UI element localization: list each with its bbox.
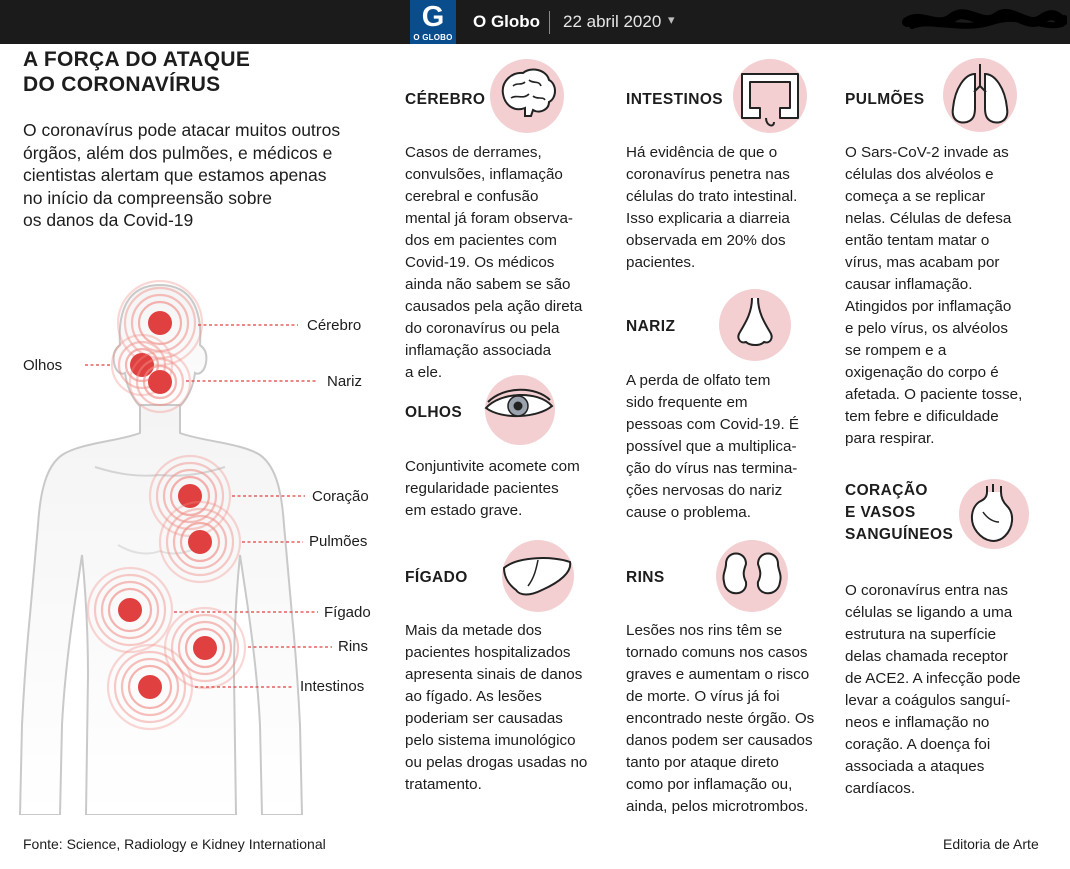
body-line: de ACE2. A infecção pode (845, 670, 1021, 687)
section-title: FÍGADO (405, 569, 468, 586)
body-line: para respirar. (845, 430, 935, 447)
body-line: causados pela ação direta (405, 298, 583, 315)
title-line: A FORÇA DO ATAQUE (23, 48, 251, 71)
body-line: observada em 20% dos (626, 232, 786, 249)
body-line: Covid-19. Os médicos (405, 254, 555, 271)
section-title: CÉREBRO (405, 91, 486, 108)
body-line: convulsões, inflamação (405, 166, 563, 183)
body-line: tornado comuns nos casos (626, 644, 808, 661)
body-line: danos podem ser causados (626, 732, 813, 749)
section-body (626, 370, 826, 524)
section-body (626, 620, 826, 818)
body-line: tratamento. (405, 776, 482, 793)
section-figado (405, 538, 615, 808)
body-line: associada a ataques (845, 758, 985, 775)
o-globo-logo[interactable] (410, 0, 456, 44)
publication-date[interactable]: 22 abril 2020 (563, 12, 662, 31)
body-line: Conjuntivite acomete com (405, 458, 580, 475)
body-line: ou pelas drogas usadas no (405, 754, 588, 771)
section-nariz (626, 286, 836, 526)
section-title: CORAÇÃO E VASOS SANGUÍNEOS (845, 482, 954, 543)
body-line: levar a coágulos sanguí- (845, 692, 1011, 709)
intro-text (23, 119, 368, 232)
body-line: ao fígado. As lesões (405, 688, 542, 705)
body-line: vírus, mas acabam por (845, 254, 1000, 271)
section-body (845, 580, 1060, 800)
infection-dot (148, 370, 172, 394)
logo-letter: G (421, 1, 445, 33)
label-figado: Fígado (324, 604, 371, 621)
infection-dot (118, 598, 142, 622)
body-line: se rompem e a (845, 342, 947, 359)
body-line: ção do vírus nas termina- (626, 460, 798, 477)
section-intestinos (626, 56, 836, 276)
source-credit: Fonte: Science, Radiology e Kidney International (23, 836, 326, 852)
top-bar (0, 0, 1070, 44)
intro-line: cientistas alertam que estamos apenas (23, 165, 327, 185)
body-line: poderiam ser causadas (405, 710, 563, 727)
body-line: como por inflamação ou, (626, 776, 793, 793)
section-title: INTESTINOS (626, 91, 724, 108)
liver-icon (498, 538, 578, 614)
intro-line: órgãos, além dos pulmões, e médicos e (23, 142, 333, 163)
body-line: Casos de derrames, (405, 144, 542, 161)
body-line: pacientes. (626, 254, 696, 271)
body-line: coronavírus penetra nas (626, 166, 790, 183)
body-line: pacientes hospitalizados (405, 644, 571, 661)
body-line: coração. A doença foi (845, 736, 991, 753)
body-line: oxigenação do corpo é (845, 364, 999, 381)
body-line: A perda de olfato tem (626, 372, 771, 389)
label-nariz: Nariz (327, 373, 363, 390)
label-cerebro: Cérebro (307, 317, 362, 334)
body-line: sido frequente em (626, 394, 748, 411)
body-line: O coronavírus entra nas (845, 582, 1008, 599)
section-coracao (845, 478, 1060, 808)
section-cerebro (405, 56, 615, 386)
label-rins: Rins (338, 638, 369, 655)
body-line: mental já foram observa- (405, 210, 573, 227)
kidneys-icon (712, 538, 792, 614)
body-line: células se ligando a uma (845, 604, 1013, 621)
section-body (405, 456, 605, 522)
brain-icon (487, 56, 567, 136)
section-title: OLHOS (405, 404, 463, 421)
body-line: O Sars-CoV-2 invade as (845, 144, 1009, 161)
label-coracao: Coração (312, 488, 369, 505)
body-line: células do trato intestinal. (626, 188, 798, 205)
art-credit: Editoria de Arte (943, 836, 1039, 852)
section-body (405, 142, 605, 384)
title-line: DO CORONAVÍRUS (23, 73, 221, 96)
ring-cerebro (118, 281, 298, 365)
body-line: do coronavírus ou pela (405, 320, 560, 337)
section-body (845, 142, 1060, 450)
body-line: inflamação associada (405, 342, 552, 359)
infection-dot (138, 675, 162, 699)
body-line: dos em pacientes com (405, 232, 557, 249)
body-line: ções nervosas do nariz (626, 482, 783, 499)
section-rins (626, 538, 836, 818)
body-line: neos e inflamação no (845, 714, 990, 731)
body-line: Atingidos por inflamação (845, 298, 1012, 315)
section-title: NARIZ (626, 318, 676, 335)
body-line: Há evidência de que o (626, 144, 778, 161)
body-line: Lesões nos rins têm se (626, 622, 783, 639)
section-olhos (405, 372, 615, 532)
body-line: pessoas com Covid-19. É (626, 416, 800, 433)
body-line: encontrado neste órgão. Os (626, 710, 815, 727)
body-line: cardíacos. (845, 780, 916, 797)
infection-dot (188, 530, 212, 554)
intro-line: no início da compreensão sobre (23, 187, 273, 208)
label-intestinos: Intestinos (300, 678, 365, 695)
body-line: possível que a multiplica- (626, 438, 797, 455)
intro-line: O coronavírus pode atacar muitos outros (23, 120, 341, 140)
body-line: ainda não sabem se são (405, 276, 571, 293)
lungs-icon (941, 56, 1019, 134)
infection-dot (148, 311, 172, 335)
body-line: de morte. O vírus já foi (626, 688, 780, 705)
body-line: e pelo vírus, os alvéolos (845, 320, 1008, 337)
section-body (626, 142, 826, 274)
logo-subtitle: O GLOBO (413, 33, 453, 42)
body-line: Isso explicaria a diarreia (626, 210, 790, 227)
body-line: Mais da metade dos (405, 622, 542, 639)
eye-icon (480, 372, 560, 446)
section-title: PULMÕES (845, 91, 925, 108)
ring-pulmoes (160, 502, 303, 582)
body-line: delas chamada receptor (845, 648, 1008, 665)
body-line: regularidade pacientes (405, 480, 559, 497)
body-line: causar inflamação. (845, 276, 973, 293)
label-pulmoes: Pulmões (309, 533, 368, 550)
body-line: células dos alvéolos e (845, 166, 994, 183)
body-line: tem febre e dificuldade (845, 408, 999, 425)
intestine-icon (730, 56, 810, 136)
section-body (405, 620, 605, 796)
body-line: começa a se replicar (845, 188, 986, 205)
body-line: em estado grave. (405, 502, 523, 519)
body-line: pelo sistema imunológico (405, 732, 576, 749)
body-line: cerebral e confusão (405, 188, 539, 205)
nose-icon (716, 286, 794, 364)
label-olhos: Olhos (23, 357, 63, 374)
section-title: RINS (626, 569, 665, 586)
chevron-down-icon[interactable]: ▾ (668, 12, 675, 27)
infection-dot (193, 636, 217, 660)
body-line: afetada. O paciente tosse, (845, 386, 1023, 403)
body-line: ainda, pelos microtrombos. (626, 798, 809, 815)
body-line: cause o problema. (626, 504, 751, 521)
section-pulmoes (845, 56, 1060, 456)
infographic-title (23, 47, 323, 97)
infection-dot (130, 353, 154, 377)
body-line: graves e aumentam o risco (626, 666, 810, 683)
intro-line: os danos da Covid-19 (23, 210, 194, 230)
header-divider (549, 11, 550, 34)
body-line: estrutura na superfície (845, 626, 997, 643)
body-line: então tentam matar o (845, 232, 990, 249)
body-line: tanto por ataque direto (626, 754, 779, 771)
body-line: a ele. (405, 364, 443, 381)
redaction-scribble (902, 8, 1067, 36)
body-line: nelas. Células de defesa (845, 210, 1012, 227)
heart-icon (957, 478, 1031, 552)
body-line: apresenta sinais de danos (405, 666, 583, 683)
brand-name[interactable]: O Globo (473, 12, 541, 31)
